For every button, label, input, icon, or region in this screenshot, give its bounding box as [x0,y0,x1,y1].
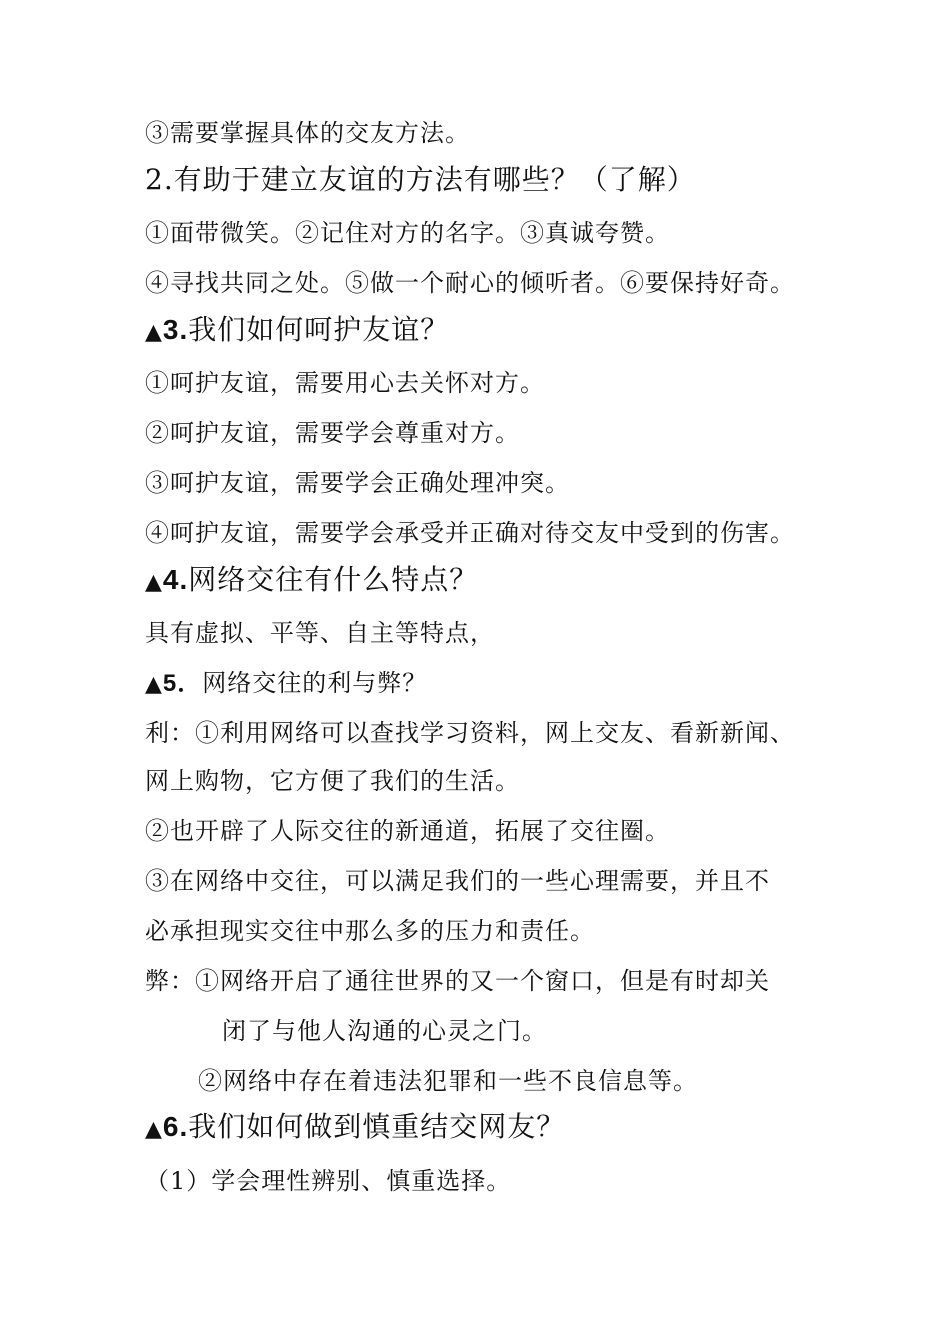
question-number: 3. [162,314,189,345]
question-number: 6. [162,1111,189,1142]
text-line: ②也开辟了人际交往的新通道，拓展了交往圈。 [145,817,670,845]
question-text: 我们如何呵护友谊？ [188,313,450,346]
text-line: ②呵护友谊，需要学会尊重对方。 [145,419,520,447]
text-line: ③呵护友谊，需要学会正确处理冲突。 [145,469,570,497]
question-5-heading [145,668,427,700]
triangle-icon: ▲ [145,570,163,595]
question-text: 网络交往有什么特点？ [188,563,479,596]
text-line: 必承担现实交往中那么多的压力和责任。 [145,917,595,945]
text-line: （1）学会理性辨别、慎重选择。 [145,1167,512,1195]
text-line: ③需要掌握具体的交友方法。 [145,119,470,147]
triangle-icon: ▲ [145,1117,163,1142]
text-line: ④寻找共同之处。⑤做一个耐心的倾听者。⑥要保持好奇。 [145,269,795,297]
question-number: 5． [162,670,203,697]
text-line: ④呵护友谊，需要学会承受并正确对待交友中受到的伤害。 [145,519,795,547]
text-line: ②网络中存在着违法犯罪和一些不良信息等。 [198,1067,698,1095]
question-text: 我们如何做到慎重结交网友？ [188,1110,566,1143]
question-text: 网络交往的利与弊？ [202,669,428,697]
text-line: ①呵护友谊，需要用心去关怀对方。 [145,369,545,397]
text-line: 闭了与他人沟通的心灵之门。 [222,1017,547,1045]
question-4-heading [145,563,478,600]
question-3-heading [145,313,449,350]
text-line: 网上购物，它方便了我们的生活。 [145,767,520,795]
text-line: ①面带微笑。②记住对方的名字。③真诚夸赞。 [145,219,670,247]
triangle-icon: ▲ [145,320,163,345]
triangle-icon: ▲ [145,672,163,697]
text-line: 利：①利用网络可以查找学习资料，网上交友、看新新闻、 [145,719,795,747]
text-line: ③在网络中交往，可以满足我们的一些心理需要，并且不 [145,867,770,895]
text-line: 弊：①网络开启了通往世界的又一个窗口，但是有时却关 [145,967,770,995]
text-line: 具有虚拟、平等、自主等特点， [145,619,495,647]
question-2-heading: 2.有助于建立友谊的方法有哪些？（了解） [145,163,696,196]
question-number: 4. [162,564,189,595]
question-6-heading [145,1110,565,1147]
